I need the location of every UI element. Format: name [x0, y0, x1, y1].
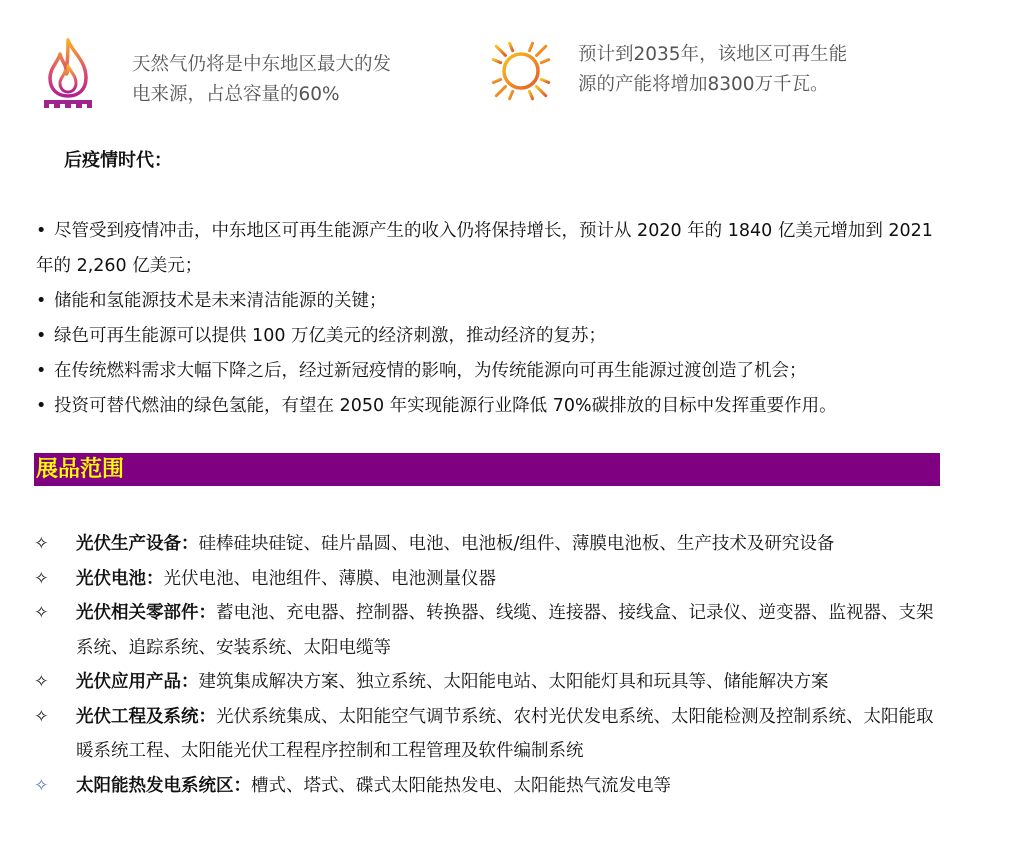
sun-ray — [541, 79, 548, 82]
stat-natural-gas — [38, 36, 442, 112]
list-item: • 储能和氢能源技术是未来清洁能源的关键； — [36, 284, 946, 319]
sun-ray — [541, 60, 548, 63]
exhibit-category: 光伏电池： — [76, 568, 164, 589]
list-item — [34, 769, 944, 804]
post-pandemic-heading: 后疫情时代： — [64, 150, 172, 171]
exhibit-detail: 硅棒硅块硅锭、硅片晶圆、电池、电池板/组件、薄膜电池板、生产技术及研究设备 — [198, 534, 835, 554]
sun-ray — [493, 79, 500, 82]
exhibit-category: 光伏相关零部件： — [76, 603, 216, 623]
sun-ray — [529, 43, 532, 50]
stat-text-line: 电来源，占总容量的60% — [132, 84, 340, 105]
bullet-icon: • — [36, 396, 47, 416]
sun-ray — [537, 46, 546, 55]
bullet-icon: • — [36, 361, 47, 381]
exhibit-detail: 光伏电池、电池组件、薄膜、电池测量仪器 — [163, 568, 496, 589]
exhibit-scope-banner — [34, 453, 940, 486]
exhibit-scope-list — [34, 527, 944, 803]
diamond-star-icon: ✧ — [34, 534, 49, 554]
stat-renewable-capacity — [480, 36, 888, 108]
list-item — [34, 700, 944, 769]
post-pandemic-list — [36, 214, 946, 424]
sun-icon — [480, 34, 562, 108]
sun-ray — [493, 60, 500, 63]
exhibit-detail: 蓄电池、充电器、控制器、转换器、线缆、连接器、接线盒、记录仪、逆变器、监视器、支架系统、追踪系统、安装系统、太阳电缆等 — [76, 603, 934, 658]
diamond-star-icon: ✧ — [34, 603, 49, 623]
stat-text-line: 天然气仍将是中东地区最大的发 — [132, 54, 392, 75]
list-item: • 在传统燃料需求大幅下降之后，经过新冠疫情的影响，为传统能源向可再生能源过渡创造了机会； — [36, 354, 946, 389]
sun-ray — [496, 87, 505, 96]
sun-ray — [537, 87, 546, 96]
exhibit-category: 光伏生产设备： — [76, 534, 199, 554]
list-item: • 投资可替代燃油的绿色氢能，有望在 2050 年实现能源行业降低 70%碳排放的目标中发挥重要作用。 — [36, 389, 946, 424]
exhibit-scope-title: 展品范围 — [36, 457, 125, 482]
list-item — [34, 596, 944, 665]
sun-ray — [529, 91, 532, 98]
exhibit-detail: 光伏系统集成、太阳能空气调节系统、农村光伏发电系统、太阳能检测及控制系统、太阳能取暖系统工程、太阳能光伏工程程序控制和工程管理及软件编制系统 — [76, 706, 934, 761]
sun-ray — [510, 91, 513, 98]
sun-ray — [510, 43, 513, 50]
sun-ray — [496, 46, 505, 55]
stat-text-line: 源的产能将增加8300万千瓦。 — [578, 74, 829, 95]
list-item — [34, 665, 944, 700]
bullet-icon: • — [36, 291, 47, 311]
list-item: • 尽管受到疫情冲击，中东地区可再生能源产生的收入仍将保持增长，预计从 2020 年的 1840 亿美元增加到 2021 年的 2,260 亿美元； — [36, 214, 946, 284]
list-item: • 绿色可再生能源可以提供 100 万亿美元的经济刺激，推动经济的复苏； — [36, 319, 946, 354]
diamond-star-icon: ✧ — [34, 568, 49, 589]
exhibit-category: 光伏应用产品： — [76, 672, 199, 692]
diamond-star-icon: ✧ — [34, 672, 49, 692]
exhibit-category: 太阳能热发电系统区： — [76, 775, 251, 796]
bullet-icon: • — [36, 326, 47, 346]
bullet-icon: • — [36, 221, 47, 241]
exhibit-category: 光伏工程及系统： — [76, 706, 216, 727]
gas-flame-icon — [38, 36, 98, 112]
diamond-star-icon: ✧ — [34, 775, 49, 796]
exhibit-detail: 槽式、塔式、碟式太阳能热发电、太阳能热气流发电等 — [251, 775, 671, 796]
diamond-star-icon: ✧ — [34, 706, 49, 727]
exhibit-detail: 建筑集成解决方案、独立系统、太阳能电站、太阳能灯具和玩具等、储能解决方案 — [198, 672, 829, 692]
list-item — [34, 527, 944, 562]
stat-text-line: 预计到2035年，该地区可再生能 — [578, 44, 848, 65]
list-item — [34, 562, 944, 597]
